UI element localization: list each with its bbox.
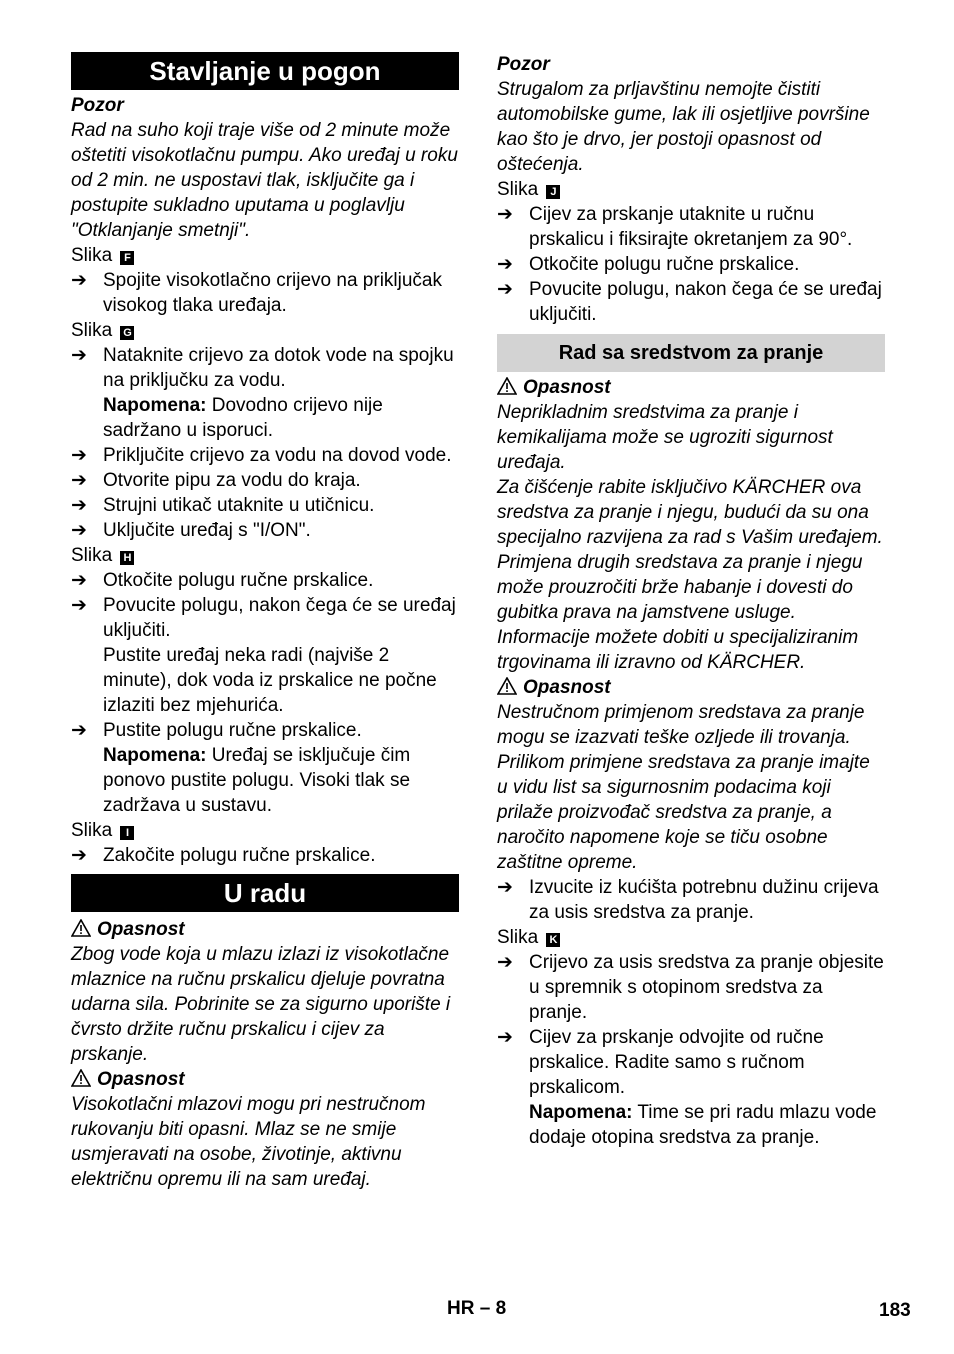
warning-triangle-icon bbox=[497, 677, 517, 695]
step-item: ➔ Spojite visokotlačno crijevo na priključak visokog tlaka uređaja. bbox=[71, 270, 442, 316]
step-item: ➔ Otvorite pipu za vodu do kraja. bbox=[71, 470, 361, 491]
figure-letter-f: F bbox=[120, 251, 134, 265]
arrow-right-icon: ➔ bbox=[71, 445, 87, 466]
step-item: ➔ Povucite polugu, nakon čega će se uređaj uključiti. Pustite uređaj neka radi (najviše 2 minute), dok voda iz prskalice ne počne izlaziti bez mjehurića. bbox=[71, 595, 456, 716]
step-item: ➔ Priključite crijevo za vodu na dovod vode. bbox=[71, 445, 452, 466]
warning-triangle-icon bbox=[497, 377, 517, 395]
pozor-text: Strugalom za prljavštinu nemojte čistiti automobilske gume, lak ili osjetljive površine kao što je drvo, jer postoji opasnost od oštećenja. bbox=[497, 79, 870, 175]
arrow-right-icon: ➔ bbox=[71, 345, 87, 366]
arrow-right-icon: ➔ bbox=[497, 204, 513, 225]
figure-ref-h: Slika H bbox=[71, 543, 459, 568]
pozor-title: Pozor bbox=[497, 54, 550, 75]
arrow-right-icon: ➔ bbox=[497, 254, 513, 275]
figure-ref-f: Slika F bbox=[71, 243, 459, 268]
pozor-text: Rad na suho koji traje više od 2 minute može oštetiti visokotlačnu pumpu. Ako uređaj u roku od 2 min. ne uspostavi tlak, isključite ga i postupite sukladno uputama u poglavlju "Otklanjanje smetnji". bbox=[71, 120, 458, 241]
arrow-right-icon: ➔ bbox=[71, 595, 87, 616]
step-item: ➔ Cijev za prskanje utaknite u ručnu prskalicu i fiksirajte okretanjem za 90°. bbox=[497, 204, 853, 250]
arrow-right-icon: ➔ bbox=[497, 877, 513, 898]
arrow-right-icon: ➔ bbox=[71, 495, 87, 516]
step-item: ➔ Povucite polugu, nakon čega će se uređaj uključiti. bbox=[497, 279, 882, 325]
step-item: ➔ Izvucite iz kućišta potrebnu dužinu crijeva za usis sredstva za pranje. bbox=[497, 877, 879, 923]
figure-letter-j: J bbox=[546, 185, 560, 199]
step-item: ➔ Pustite polugu ručne prskalice. Napomena: Uređaj se isključuje čim ponovo pustite polugu. Visoki tlak se zadržava u sustavu. bbox=[71, 720, 411, 816]
opasnost-text: Visokotlačni mlazovi mogu pri nestručnom rukovanju biti opasni. Mlaz se ne smije usmjeravati na osobe, životinje, aktivnu električnu opremu ili na sam uređaj. bbox=[71, 1094, 426, 1190]
opasnost-title: Opasnost bbox=[497, 375, 885, 400]
note-label: Napomena: bbox=[103, 395, 207, 416]
step-item: ➔ Uključite uređaj s "I/ON". bbox=[71, 520, 311, 541]
note-label: Napomena: bbox=[529, 1102, 633, 1123]
warning-triangle-icon bbox=[71, 919, 91, 937]
arrow-right-icon: ➔ bbox=[71, 470, 87, 491]
step-item: ➔ Crijevo za usis sredstva za pranje objesite u spremnik s otopinom sredstva za pranje. bbox=[497, 952, 884, 1023]
opasnost-text: Zbog vode koja u mlazu izlazi iz visokotlačne mlaznice na ručnu prskalicu djeluje povratna udarna sila. Pobrinite se za sigurno uporište i čvrsto držite ručnu prskalicu i cijev za prskanje. bbox=[71, 944, 451, 1065]
figure-ref-g: Slika G bbox=[71, 318, 459, 343]
opasnost-title: Opasnost bbox=[497, 675, 885, 700]
section-heading-sredstvo: Rad sa sredstvom za pranje bbox=[497, 334, 885, 372]
arrow-right-icon: ➔ bbox=[71, 270, 87, 291]
opasnost-text: Neprikladnim sredstvima za pranje i kemikalijama može se ugroziti sigurnost uređaja. bbox=[497, 402, 833, 473]
step-item: ➔ Nataknite crijevo za dotok vode na spojku na priključku za vodu. Napomena: Dovodno crijevo nije sadržano u isporuci. bbox=[71, 345, 454, 441]
footer-language-code: HR – 8 bbox=[447, 1298, 507, 1319]
figure-letter-g: G bbox=[120, 326, 134, 340]
step-item: ➔ Otkočite polugu ručne prskalice. bbox=[71, 570, 374, 591]
figure-letter-h: H bbox=[120, 551, 134, 565]
opasnost-title: Opasnost bbox=[71, 1067, 459, 1092]
arrow-right-icon: ➔ bbox=[71, 570, 87, 591]
opasnost-text: Nestručnom primjenom sredstava za pranje mogu se izazvati teške ozljede ili trovanja. bbox=[497, 702, 865, 748]
opasnost-text: Prilikom primjene sredstava za pranje imajte u vidu list sa sigurnosnim podacima koji prilaže proizvođač sredstva za pranje, a naročito napomene koje se tiču osobne zaštitne opreme. bbox=[497, 752, 870, 873]
step-item: ➔ Strujni utikač utaknite u utičnicu. bbox=[71, 495, 375, 516]
right-column bbox=[497, 52, 885, 1150]
figure-ref-i: Slika I bbox=[71, 818, 459, 843]
step-item: ➔ Zakočite polugu ručne prskalice. bbox=[71, 845, 376, 866]
step-item: ➔ Otkočite polugu ručne prskalice. bbox=[497, 254, 800, 275]
step-item: ➔ Cijev za prskanje odvojite od ručne prskalice. Radite samo s ručnom prskalicom. Napomena: Time se pri radu mlazu vode dodaje otopina sredstva za pranje. bbox=[497, 1027, 877, 1148]
note-label: Napomena: bbox=[103, 745, 207, 766]
page-number: 183 bbox=[879, 1300, 911, 1321]
opasnost-title: Opasnost bbox=[71, 917, 459, 942]
warning-triangle-icon bbox=[71, 1069, 91, 1087]
arrow-right-icon: ➔ bbox=[71, 520, 87, 541]
figure-letter-k: K bbox=[546, 933, 560, 947]
left-column bbox=[71, 52, 459, 1192]
arrow-right-icon: ➔ bbox=[497, 279, 513, 300]
section-heading-u-radu: U radu bbox=[71, 874, 459, 912]
arrow-right-icon: ➔ bbox=[497, 952, 513, 973]
figure-ref-j: Slika J bbox=[497, 177, 885, 202]
figure-ref-k: Slika K bbox=[497, 925, 885, 950]
arrow-right-icon: ➔ bbox=[71, 720, 87, 741]
arrow-right-icon: ➔ bbox=[71, 845, 87, 866]
figure-letter-i: I bbox=[120, 826, 134, 840]
opasnost-text: Za čišćenje rabite isključivo KÄRCHER ova sredstva za pranje i njegu, budući da su ona specijalno razvijena za rad s Vašim uređajem. Primjena drugih sredstava za pranje i njegu može prouzročiti brže habanje i dovesti do gubitka prava na jamstvene usluge. Informacije možete dobiti u specijaliziranim trgovinama ili izravno od KÄRCHER. bbox=[497, 477, 883, 673]
section-heading-stavljanje: Stavljanje u pogon bbox=[71, 52, 459, 90]
pozor-title: Pozor bbox=[71, 95, 124, 116]
arrow-right-icon: ➔ bbox=[497, 1027, 513, 1048]
